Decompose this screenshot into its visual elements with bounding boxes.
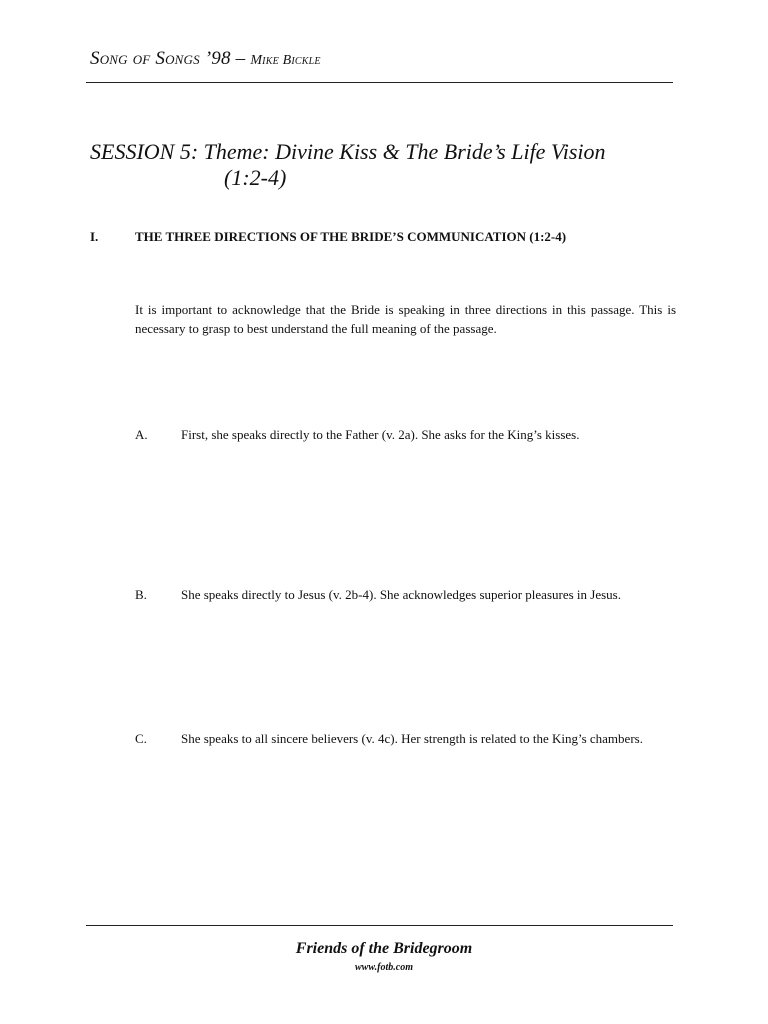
series-title: Song of Songs ’98 – xyxy=(90,48,246,69)
footer-organization: Friends of the Bridegroom xyxy=(295,940,473,957)
footer-divider xyxy=(86,925,673,926)
point-text: She speaks directly to Jesus (v. 2b-4). She acknowledges superior pleasures in Jesus. xyxy=(181,587,621,602)
section-heading-text: THE THREE DIRECTIONS OF THE BRIDE’S COMMUNICATION (1:2-4) xyxy=(135,229,567,244)
point-text: First, she speaks directly to the Father (v. 2a). She asks for the King’s kisses. xyxy=(181,427,580,442)
session-title-line2: (1:2-4) xyxy=(224,165,287,190)
running-header xyxy=(90,48,321,70)
session-title xyxy=(90,139,606,191)
point-letter: C. xyxy=(135,731,147,746)
intro-paragraph: It is important to acknowledge that the Bride is speaking in three directions in this passage. This is necessary to grasp to best understand the full meaning of the passage. xyxy=(135,302,676,336)
outline-point-c xyxy=(135,729,676,748)
section-number: I. xyxy=(90,229,99,244)
point-letter: A. xyxy=(135,427,148,442)
session-title-line1: SESSION 5: Theme: Divine Kiss & The Bride’s Life Vision xyxy=(90,139,606,164)
outline-point-b xyxy=(135,585,676,604)
outline-point-a xyxy=(135,425,676,444)
point-letter: B. xyxy=(135,587,147,602)
footer-website: www.fotb.com xyxy=(355,962,413,973)
header-divider xyxy=(86,82,673,83)
author-name: Mike Bickle xyxy=(250,53,321,68)
point-text: She speaks to all sincere believers (v. 4c). Her strength is related to the King’s chambers. xyxy=(181,731,643,746)
